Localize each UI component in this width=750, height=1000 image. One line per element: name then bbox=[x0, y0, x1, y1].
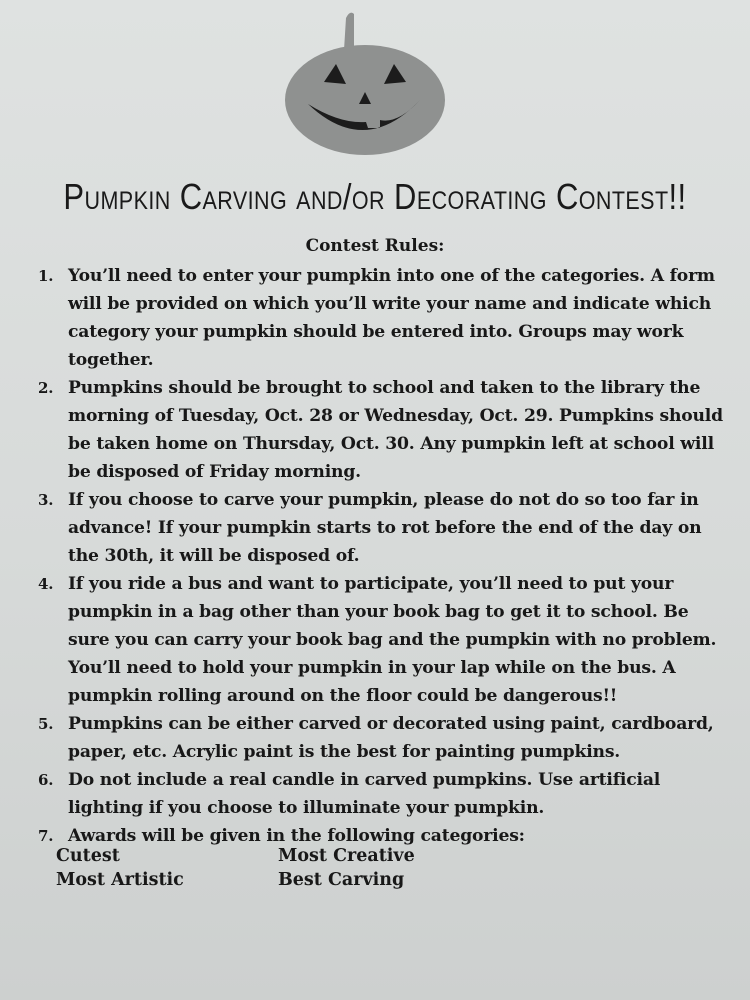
rule-item bbox=[26, 486, 726, 570]
page-title: Pumpkin Carving and/or Decorating Contest!! bbox=[63, 176, 687, 217]
contest-rules-heading: Contest Rules: bbox=[305, 236, 445, 256]
rule-number: 4. bbox=[38, 575, 54, 593]
rule-text: You’ll need to enter your pumpkin into one of the categories. A form will be provided on which you’ll write your name and indicate which category your pumpkin should be entered into. Groups may work together. bbox=[68, 266, 715, 370]
rule-number: 3. bbox=[38, 491, 54, 509]
rule-number: 5. bbox=[38, 715, 54, 733]
rule-text: If you choose to carve your pumpkin, please do not do so too far in advance! If your pumpkin starts to rot before the end of the day on the 30th, it will be disposed of. bbox=[68, 490, 702, 566]
rule-text: Pumpkins can be either carved or decorated using paint, cardboard, paper, etc. Acrylic paint is the best for painting pumpkins. bbox=[68, 714, 714, 762]
rule-text: Awards will be given in the following categories: bbox=[68, 826, 525, 846]
rule-text: If you ride a bus and want to participate, you’ll need to put your pumpkin in a bag other than your book bag to get it to school. Be sure you can carry your book bag and the pumpkin with no problem. You’ll need to hold your pumpkin in your lap while on the bus. A pumpkin rolling around on the floor could be dangerous!! bbox=[68, 574, 717, 706]
category-best-carving: Best Carving bbox=[278, 870, 405, 890]
category-most-creative: Most Creative bbox=[278, 846, 415, 866]
rule-item bbox=[26, 570, 726, 710]
rule-number: 6. bbox=[38, 771, 54, 789]
category-cutest: Cutest bbox=[56, 846, 120, 866]
rules-list bbox=[26, 262, 726, 850]
rule-number: 7. bbox=[38, 827, 54, 845]
rule-item bbox=[26, 710, 726, 766]
rule-item bbox=[26, 766, 726, 822]
rule-item bbox=[26, 374, 726, 486]
jack-o-lantern-icon bbox=[280, 8, 450, 156]
category-most-artistic: Most Artistic bbox=[56, 870, 184, 890]
rule-text: Do not include a real candle in carved pumpkins. Use artificial lighting if you choose to illuminate your pumpkin. bbox=[68, 770, 661, 818]
rule-number: 1. bbox=[38, 267, 54, 285]
rule-text: Pumpkins should be brought to school and taken to the library the morning of Tuesday, Oct. 28 or Wednesday, Oct. 29. Pumpkins should be taken home on Thursday, Oct. 30. Any pumpkin left at school will be disposed of Friday morning. bbox=[68, 378, 723, 482]
rule-number: 2. bbox=[38, 379, 54, 397]
rule-item bbox=[26, 262, 726, 374]
award-categories bbox=[56, 846, 476, 890]
